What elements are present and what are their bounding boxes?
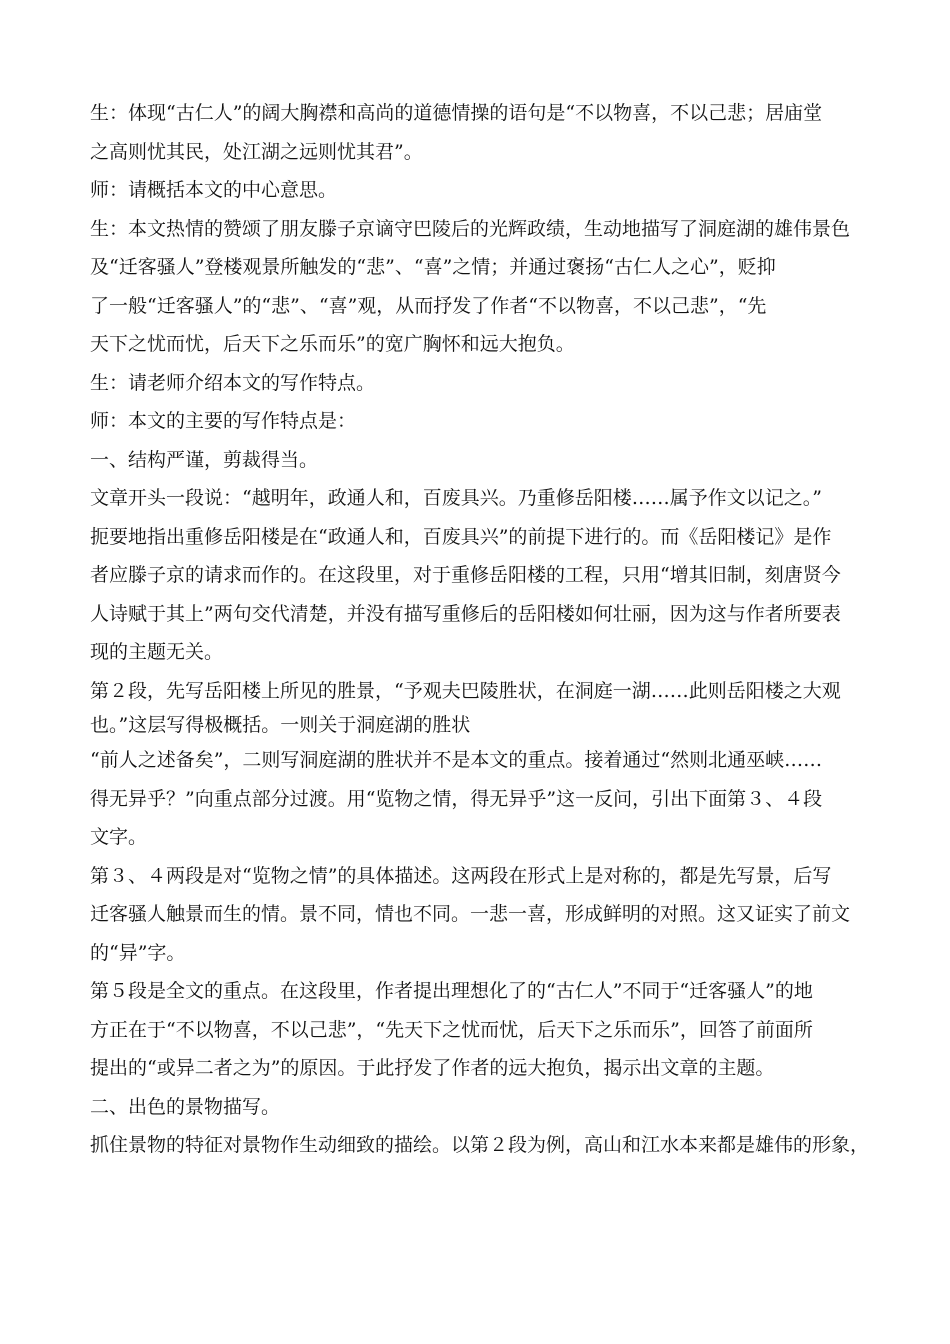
text-line: 师：请概括本文的中心意思。 xyxy=(90,179,338,201)
text-line: 第３、４两段是对“览物之情”的具体描述。这两段在形式上是对称的，都是先写景，后写 xyxy=(90,864,832,887)
text-line: 文字。 xyxy=(90,826,148,848)
text-line: 天下之忧而忧，后天下之乐而乐”的宽广胸怀和远大抱负。 xyxy=(90,333,575,355)
text-line: 也。”这层写得极概括。一则关于洞庭湖的胜状 xyxy=(90,714,471,736)
text-line: 生：本文热情的赞颂了朋友滕子京谪守巴陵后的光辉政绩，生动地描写了洞庭湖的雄伟景色 xyxy=(90,217,851,240)
text-line: 二、出色的景物描写。 xyxy=(90,1095,281,1118)
text-line: 第２段，先写岳阳楼上所见的胜景，“予观夫巴陵胜状，在洞庭一湖……此则岳阳楼之大观 xyxy=(90,679,841,702)
text-line: 提出的“或异二者之为”的原因。于此抒发了作者的远大抱负，揭示出文章的主题。 xyxy=(90,1057,775,1079)
text-line: 一、结构严谨，剪裁得当。 xyxy=(90,448,319,471)
text-line: 及“迁客骚人”登楼观景所触发的“悲”、“喜”之情；并通过褒扬“古仁人之心”，贬抑 xyxy=(90,256,776,278)
text-line: 抓住景物的特征对景物作生动细致的描绘。以第２段为例，高山和江水本来都是雄伟的形象， xyxy=(90,1134,870,1156)
text-line: 之高则忧其民，处江湖之远则忧其君”。 xyxy=(90,140,423,163)
text-line: 生：体现“古仁人”的阔大胸襟和高尚的道德情操的语句是“不以物喜，不以己悲；居庙堂 xyxy=(90,102,823,124)
text-line: 迁客骚人触景而生的情。景不同，情也不同。一悲一喜，形成鲜明的对照。这又证实了前文 xyxy=(90,903,851,925)
text-line: “前人之述备矣”，二则写洞庭湖的胜状并不是本文的重点。接着通过“然则北通巫峡…… xyxy=(90,749,823,771)
text-line: 了一般“迁客骚人”的“悲”、“喜”观，从而抒发了作者“不以物喜，不以己悲”，“先 xyxy=(90,294,767,317)
text-line: 者应滕子京的请求而作的。在这段里，对于重修岳阳楼的工程，只用“增其旧制，刻唐贤今 xyxy=(90,564,841,586)
text-line: 扼要地指出重修岳阳楼是在“政通人和，百废具兴”的前提下进行的。而《岳阳楼记》是作 xyxy=(90,525,832,548)
text-line: 生：请老师介绍本文的写作特点。 xyxy=(90,371,376,394)
text-line: 人诗赋于其上”两句交代清楚，并没有描写重修后的岳阳楼如何壮丽，因为这与作者所要表 xyxy=(90,602,841,625)
text-line: 师：本文的主要的写作特点是： xyxy=(90,410,357,432)
text-line: 文章开头一段说：“越明年，政通人和，百废具兴。乃重修岳阳楼……属予作文以记之。” xyxy=(90,487,822,509)
text-line: 的“异”字。 xyxy=(90,941,186,964)
text-line: 方正在于“不以物喜，不以己悲”，“先天下之忧而忧，后天下之乐而乐”，回答了前面所 xyxy=(90,1018,813,1041)
text-line: 第５段是全文的重点。在这段里，作者提出理想化了的“古仁人”不同于“迁客骚人”的地 xyxy=(90,980,813,1002)
document-body xyxy=(90,94,876,1165)
text-line: 现的主题无关。 xyxy=(90,641,224,663)
text-line: 得无异乎？”向重点部分过渡。用“览物之情，得无异乎”这一反问，引出下面第３、４段 xyxy=(90,787,823,810)
